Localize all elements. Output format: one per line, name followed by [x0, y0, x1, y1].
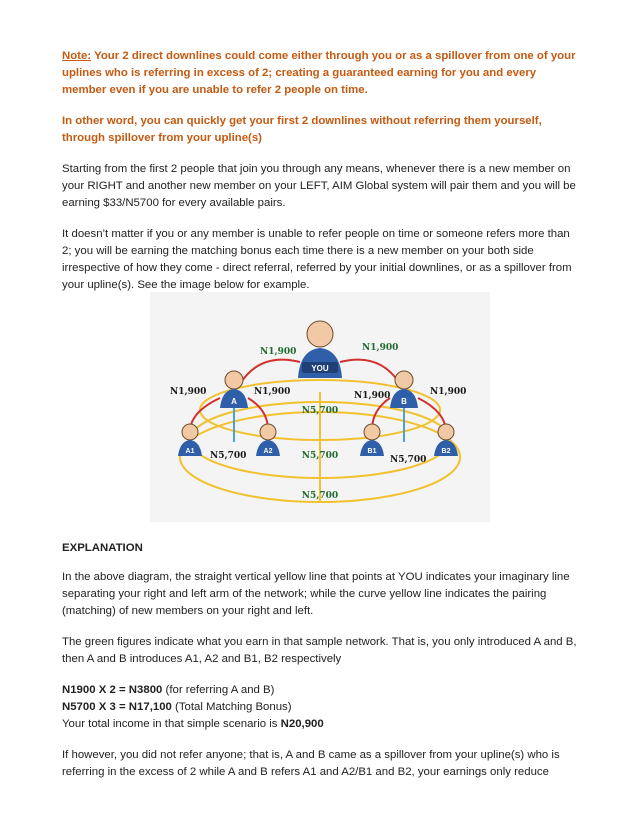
b1-label: B1 [367, 448, 377, 455]
note-label: Note: [62, 50, 92, 62]
amount-middle-pair: N5,700 [301, 406, 339, 416]
matter-paragraph: It doesn’t matter if you or any member is unable to refer people on time or someone refers more than 2; you will be earning the matching bonus each time there is a new member on your both side irrespective of how they come - direct referral, referred by your initial downlines, or as a spillover from your upline(s). See the image below for example. [62, 228, 572, 291]
note-text: Your 2 direct downlines could come either through you or as a spillover from one of your uplines who is referring in excess of 2; creating a guaranteed earning for you and every member even if you are unable to refer 2 people on time. [62, 50, 576, 96]
amount-bottom: N5,700 [301, 491, 339, 501]
a2-label: A2 [263, 448, 273, 455]
amount-top-left: N1,900 [260, 347, 297, 357]
amount-low-left: N5,700 [210, 451, 247, 461]
diagram-explanation-paragraph: In the above diagram, the straight vertical yellow line that points at YOU indicates your imaginary line separating your right and left arm of the network; while the curve yellow line indicates the pairing (matching) of new members on your right and left. [62, 571, 570, 617]
note-paragraph [62, 48, 582, 99]
you-label: YOU [311, 364, 329, 373]
calc-line3-pre: Your total income in that simple scenario is [62, 718, 281, 730]
explanation-heading: EXPLANATION [62, 542, 143, 554]
amount-right-inner: N1,900 [354, 391, 391, 401]
calc-line2-rest: (Total Matching Bonus) [171, 701, 292, 713]
calc-line3-bold: N20,900 [280, 718, 324, 730]
green-figures-paragraph: The green figures indicate what you earn in that sample network. That is, you only introduced A and B, then A and B introduces A1, A2 and B1, B2 respectively [62, 636, 577, 665]
b2-label: B2 [441, 448, 451, 455]
b-label: B [401, 397, 407, 406]
document-page-lower [62, 540, 582, 795]
a-label: A [231, 397, 237, 406]
calc-line1-bold: N1900 X 2 = N3800 [62, 684, 163, 696]
however-paragraph: If however, you did not refer anyone; that is, A and B came as a spillover from your upline(s) who is referring in the excess of 2 while A and B refers A1 and A2/B1 and B2, your earnings only reduce [62, 749, 560, 778]
amount-top-right: N1,900 [362, 343, 399, 353]
amount-left-inner: N1,900 [254, 387, 291, 397]
network-diagram-svg [150, 292, 490, 522]
starting-paragraph: Starting from the first 2 people that join you through any means, whenever there is a new member on your RIGHT and another new member on your LEFT, AIM Global system will pair them and you will be earning $33/N5700 for every available pairs. [62, 163, 576, 209]
document-page [62, 48, 582, 308]
amount-left-outer: N1,900 [170, 387, 207, 397]
amount-low-middle: N5,700 [301, 451, 339, 461]
in-other-word-paragraph: In other word, you can quickly get your first 2 downlines without referring them yourself, through spillover from your upline(s) [62, 115, 542, 144]
amount-low-right: N5,700 [390, 455, 427, 465]
a1-label: A1 [185, 448, 195, 455]
calc-line1-rest: (for referring A and B) [162, 684, 275, 696]
calculation-block [62, 682, 582, 733]
network-diagram [150, 292, 490, 522]
calc-line2-bold: N5700 X 3 = N17,100 [62, 701, 172, 713]
amount-right-outer: N1,900 [430, 387, 467, 397]
